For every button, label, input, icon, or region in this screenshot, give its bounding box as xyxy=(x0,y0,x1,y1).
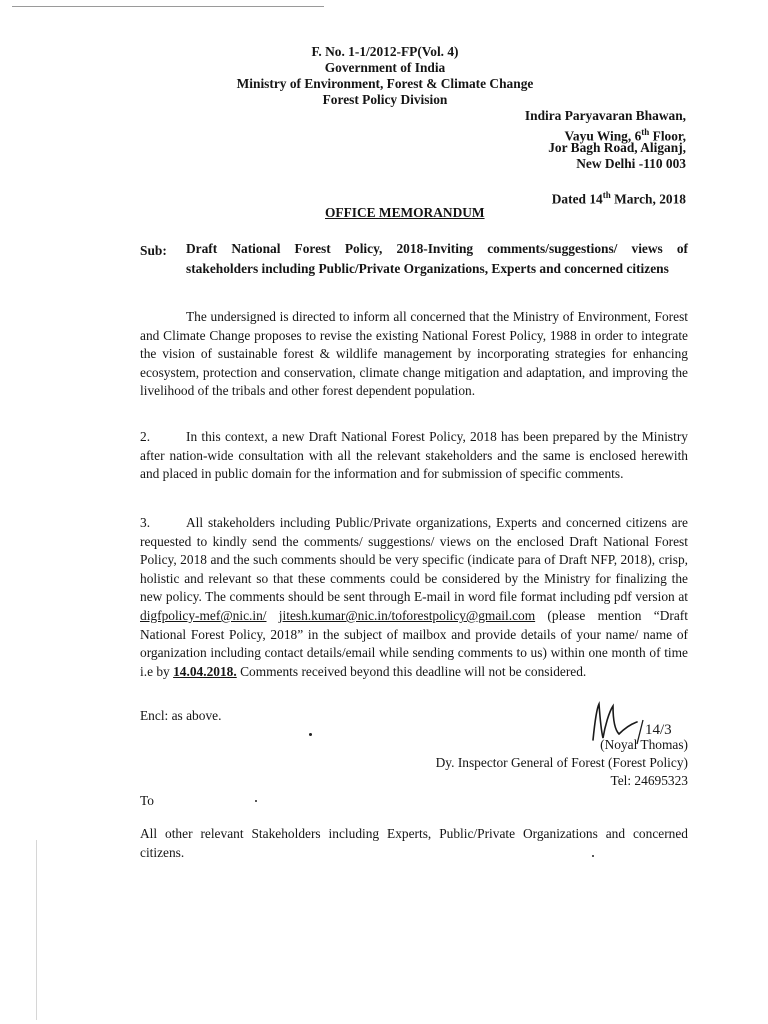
scan-speck xyxy=(255,800,257,802)
paragraph-3-number: 3. xyxy=(140,515,151,530)
scan-edge-line xyxy=(36,840,37,1020)
email-link-digfpolicy[interactable]: digfpolicy-mef@nic.in/ xyxy=(140,607,267,623)
signatory-designation: Dy. Inspector General of Forest (Forest Policy) xyxy=(435,755,688,770)
address-line-2: Vayu Wing, 6th Floor, xyxy=(564,127,686,144)
paragraph-3: 3. All stakeholders including Public/Private organizations, Experts and concerned citizens are requested to kindly send the comments/ suggestions/ views on the enclosed Draft National Forest Policy, 2018 and the such comments should be very specific (indicate para of Draft NFP, 2018), crisp, holistic and relevant so that these comments could be considered by the Ministry for finalizing the new policy. The comments should be sent through E-mail in word file format including pdf version at digfpolicy-mef@nic.in/ jitesh.kumar@nic.in/toforestpolicy@gmail.com (please mention “Draft National Forest Policy, 2018” in the subject of mailbox and provide details of your name/ name of organization including contact details/email while sending comments to us) within one month of time i.e by 14.04.2018. Comments received beyond this deadline will not be considered. xyxy=(140,515,688,679)
to-label: To xyxy=(140,793,154,808)
signatory-name: (Noyal Thomas) xyxy=(600,737,688,752)
office-memorandum-title: OFFICE MEMORANDUM xyxy=(325,205,485,220)
scan-speck xyxy=(592,855,594,857)
address-line-1: Indira Paryavaran Bhawan, xyxy=(524,108,686,123)
paragraph-2-number: 2. xyxy=(140,429,151,444)
ministry-title: Ministry of Environment, Forest & Climate Change xyxy=(236,76,534,91)
deadline-date: 14.04.2018. xyxy=(173,663,237,679)
enclosure-note: Encl: as above. xyxy=(140,708,222,723)
signature-date: 14/3 xyxy=(645,722,672,738)
address-line-3: Jor Bagh Road, Aliganj, xyxy=(548,140,686,155)
signatory-telephone: Tel: 24695323 xyxy=(610,773,688,788)
recipients-text: All other relevant Stakeholders including Experts, Public/Private Organizations and concerned citizens. xyxy=(140,826,688,860)
subject-text: Draft National Forest Policy, 2018-Inviting comments/suggestions/ views of stakeholders including Public/Private Organizations, Experts and concerned citizens xyxy=(186,241,688,276)
paragraph-2: 2. In this context, a new Draft National Forest Policy, 2018 has been prepared by the Ministry after nation-wide consultation with all the relevant stakeholders and the same is enclosed herewith and placed in public domain for the information and for submission of specific comments. xyxy=(140,429,688,482)
memo-date: Dated 14th March, 2018 xyxy=(551,190,686,207)
paragraph-1: The undersigned is directed to inform all concerned that the Ministry of Environment, Forest and Climate Change proposes to revise the existing National Forest Policy, 1988 in order to integrate the vision of sustainable forest & wildlife management by incorporating strategies for enhancing ecosystem, protection and conservation, climate change mitigation and adaptation, and improving the livelihood of the tribals and other forest dependent population. xyxy=(140,309,688,399)
address-line-4: New Delhi -110 003 xyxy=(576,156,686,171)
subject-label: Sub: xyxy=(140,243,167,258)
top-rule xyxy=(12,6,324,7)
scan-speck xyxy=(309,733,312,736)
government-title: Government of India xyxy=(324,60,446,75)
file-number: F. No. 1-1/2012-FP(Vol. 4) xyxy=(311,44,459,59)
division-title: Forest Policy Division xyxy=(322,92,448,107)
signatory-block xyxy=(436,736,688,790)
email-link-jitesh[interactable]: jitesh.kumar@nic.in/toforestpolicy@gmail.com xyxy=(278,607,536,623)
